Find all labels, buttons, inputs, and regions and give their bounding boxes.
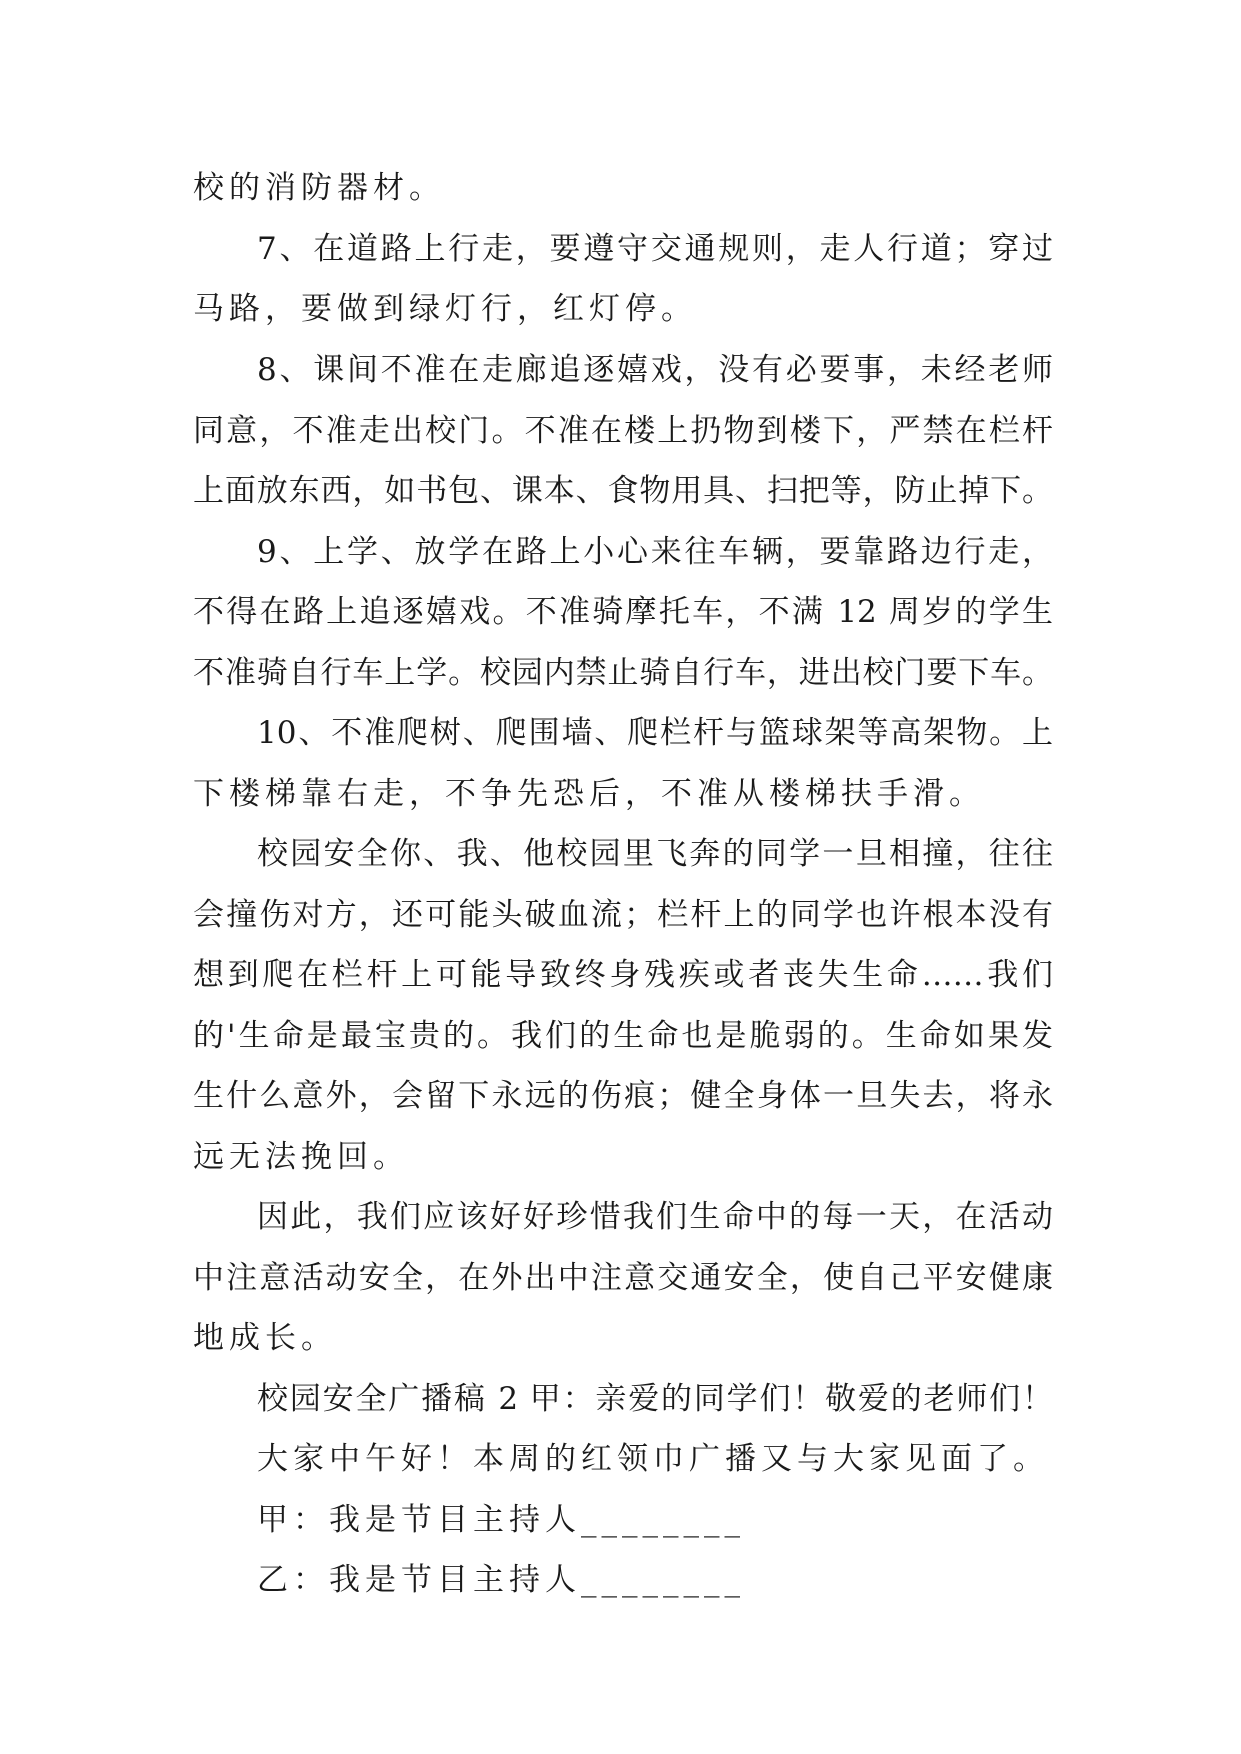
text-line: 地成长。 — [193, 1320, 337, 1356]
text-line: 上面放东西，如书包、课本、食物用具、扫把等，防止掉下。 — [193, 473, 1053, 509]
text-line: 9、上学、放学在路上小心来往车辆，要靠路边行走， — [257, 534, 1053, 570]
text-line: 乙：我是节目主持人________ — [257, 1562, 745, 1598]
text-line: 校园安全广播稿 2 甲：亲爱的同学们！敬爱的老师们！ — [257, 1381, 1053, 1417]
text-line: 的'生命是最宝贵的。我们的生命也是脆弱的。生命如果发 — [193, 1018, 1053, 1054]
text-line: 校园安全你、我、他校园里飞奔的同学一旦相撞，往往 — [257, 836, 1053, 872]
text-line: 因此，我们应该好好珍惜我们生命中的每一天，在活动 — [257, 1199, 1053, 1235]
text-line: 远无法挽回。 — [193, 1139, 409, 1175]
text-line: 马路，要做到绿灯行，红灯停。 — [193, 291, 697, 327]
text-line: 同意，不准走出校门。不准在楼上扔物到楼下，严禁在栏杆 — [193, 413, 1053, 449]
text-line: 不得在路上追逐嬉戏。不准骑摩托车，不满 12 周岁的学生 — [193, 594, 1053, 630]
text-line: 大家中午好！本周的红领巾广播又与大家见面了。 — [257, 1441, 1049, 1477]
text-line: 生什么意外，会留下永远的伤痕；健全身体一旦失去，将永 — [193, 1078, 1053, 1114]
text-line: 会撞伤对方，还可能头破血流；栏杆上的同学也许根本没有 — [193, 897, 1053, 933]
text-line: 10、不准爬树、爬围墙、爬栏杆与篮球架等高架物。上 — [257, 715, 1053, 751]
text-line: 不准骑自行车上学。校园内禁止骑自行车，进出校门要下车。 — [193, 655, 1053, 691]
text-line: 7、在道路上行走，要遵守交通规则，走人行道；穿过 — [257, 231, 1053, 267]
text-line: 甲：我是节目主持人________ — [257, 1502, 745, 1538]
text-line: 想到爬在栏杆上可能导致终身残疾或者丧失生命……我们 — [193, 957, 1053, 993]
text-line: 中注意活动安全，在外出中注意交通安全，使自己平安健康 — [193, 1260, 1053, 1296]
text-line: 8、课间不准在走廊追逐嬉戏，没有必要事，未经老师 — [257, 352, 1053, 388]
text-line: 校的消防器材。 — [193, 170, 445, 206]
text-line: 下楼梯靠右走，不争先恐后，不准从楼梯扶手滑。 — [193, 776, 985, 812]
